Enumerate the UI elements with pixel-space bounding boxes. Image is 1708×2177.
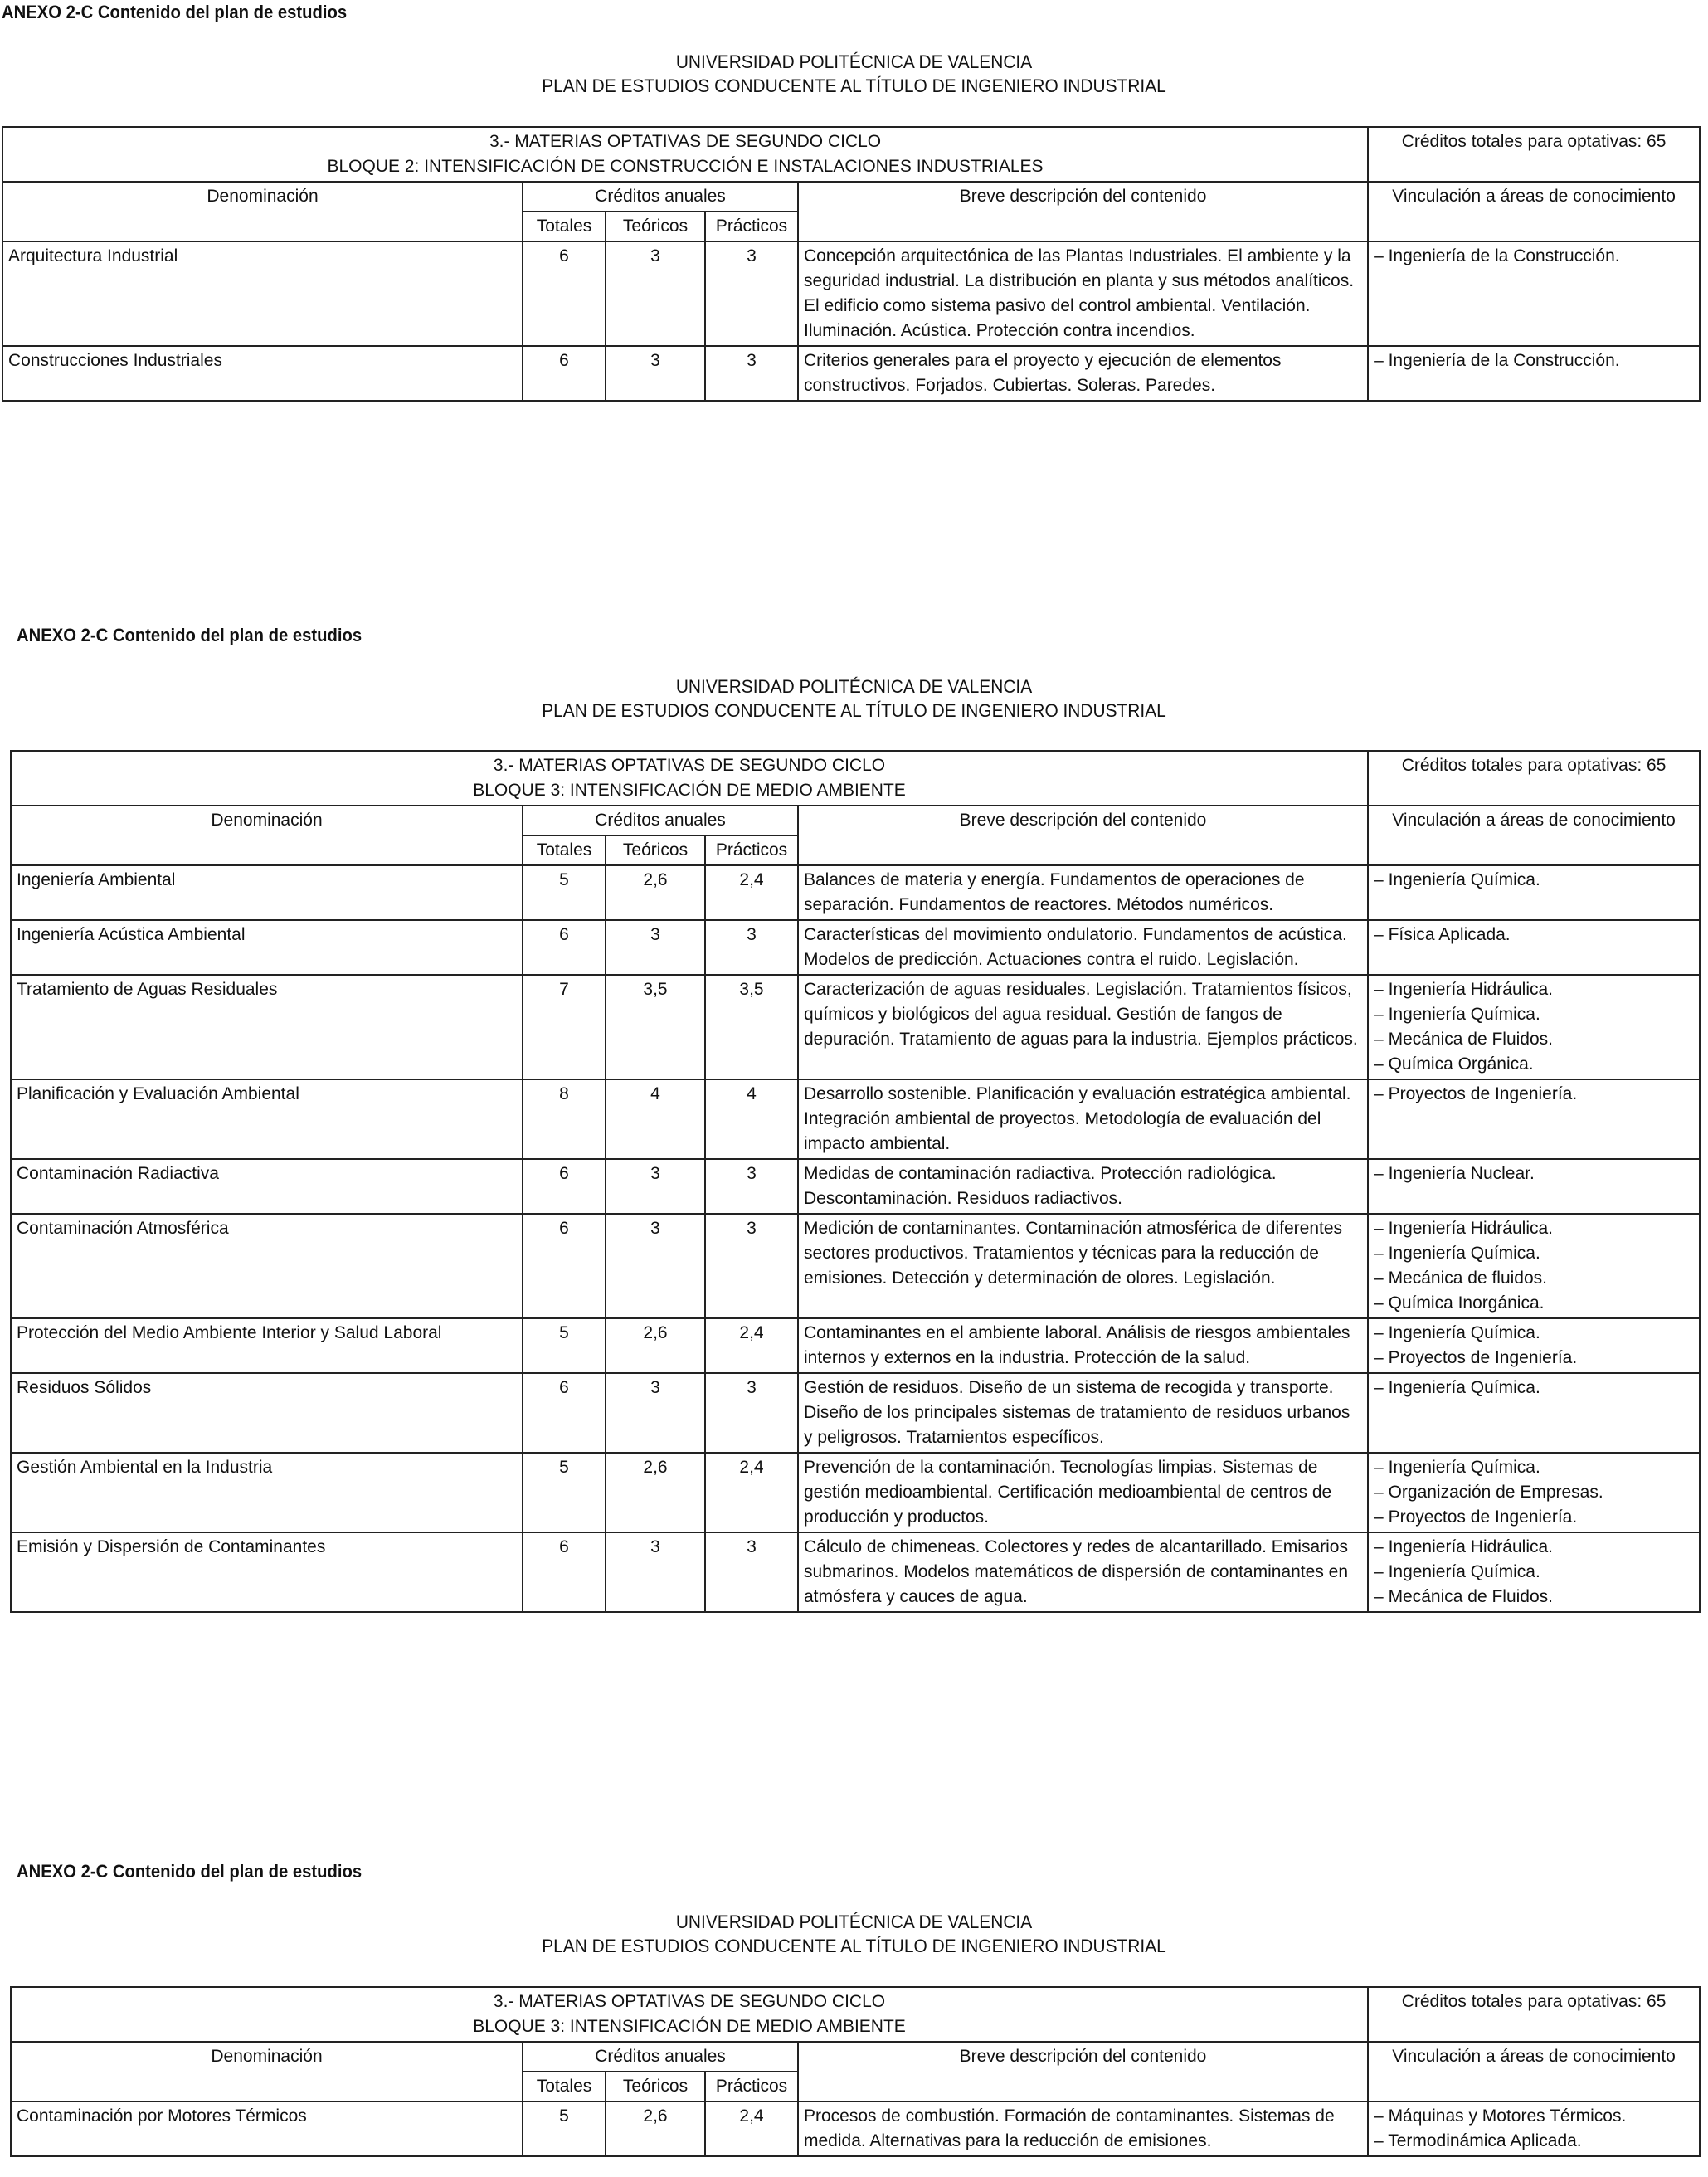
knowledge-areas	[1368, 1453, 1700, 1532]
col-denominacion: Denominación	[11, 806, 523, 865]
table-row	[2, 241, 1700, 346]
annex-heading: ANEXO 2-C Contenido del plan de estudios	[2, 2, 348, 22]
credits-total: 6	[523, 920, 606, 975]
knowledge-areas	[1368, 1318, 1700, 1373]
knowledge-area-item: – Organización de Empresas.	[1374, 1480, 1694, 1505]
knowledge-areas	[1368, 1079, 1700, 1159]
subject-description: Gestión de residuos. Diseño de un sistema de recogida y transporte. Diseño de los principales sistemas de tratamiento de residuos urbanos y peligrosos. Tratamientos específicos.	[798, 1373, 1368, 1453]
credits-practice: 3	[705, 1373, 798, 1453]
col-creditos: Créditos anuales	[523, 806, 798, 835]
credits-theory: 2,6	[606, 1453, 705, 1532]
credits-theory: 3	[606, 346, 705, 401]
credits-practice: 3	[705, 1214, 798, 1318]
credits-practice: 2,4	[705, 1453, 798, 1532]
subject-name: Gestión Ambiental en la Industria	[11, 1453, 523, 1532]
block-heading	[11, 1987, 1368, 2042]
subject-name: Contaminación Radiactiva	[11, 1159, 523, 1214]
subject-name: Ingeniería Acústica Ambiental	[11, 920, 523, 975]
col-totales: Totales	[523, 212, 606, 241]
knowledge-areas	[1368, 241, 1700, 346]
credits-theory: 2,6	[606, 865, 705, 920]
university-heading	[0, 50, 1708, 98]
subject-description: Prevención de la contaminación. Tecnologías limpias. Sistemas de gestión medioambiental. Certificación medioambiental de centros de producción y productos.	[798, 1453, 1368, 1532]
knowledge-area-item: – Ingeniería de la Construcción.	[1374, 244, 1694, 269]
credits-theory: 3	[606, 1532, 705, 1612]
subject-name: Ingeniería Ambiental	[11, 865, 523, 920]
col-denominacion: Denominación	[2, 182, 523, 241]
knowledge-area-item: – Química Orgánica.	[1374, 1052, 1694, 1077]
knowledge-area-item: – Ingeniería Hidráulica.	[1374, 1535, 1694, 1560]
section-title: 3.- MATERIAS OPTATIVAS DE SEGUNDO CICLO	[493, 1992, 886, 2011]
subject-name: Tratamiento de Aguas Residuales	[11, 975, 523, 1079]
subject-description: Procesos de combustión. Formación de contaminantes. Sistemas de medida. Alternativas para la reducción de emisiones.	[798, 2102, 1368, 2156]
knowledge-area-item: – Ingeniería Hidráulica.	[1374, 977, 1694, 1002]
subject-name: Contaminación Atmosférica	[11, 1214, 523, 1318]
credits-practice: 2,4	[705, 1318, 798, 1373]
knowledge-area-item: – Proyectos de Ingeniería.	[1374, 1082, 1694, 1107]
table-row	[11, 1318, 1700, 1373]
credits-practice: 3	[705, 241, 798, 346]
knowledge-area-item: – Proyectos de Ingeniería.	[1374, 1505, 1694, 1530]
subject-description: Cálculo de chimeneas. Colectores y redes de alcantarillado. Emisarios submarinos. Modelos matemáticos de dispersión de contaminantes en atmósfera y cauces de agua.	[798, 1532, 1368, 1612]
knowledge-area-item: – Ingeniería Química.	[1374, 868, 1694, 893]
block-heading	[11, 751, 1368, 806]
knowledge-area-item: – Mecánica de Fluidos.	[1374, 1027, 1694, 1052]
subject-name: Arquitectura Industrial	[2, 241, 523, 346]
plan-name: PLAN DE ESTUDIOS CONDUCENTE AL TÍTULO DE INGENIERO INDUSTRIAL	[542, 1936, 1166, 1956]
knowledge-area-item: – Ingeniería Química.	[1374, 1002, 1694, 1027]
table-row	[11, 920, 1700, 975]
col-vinculacion: Vinculación a áreas de conocimiento	[1368, 182, 1700, 241]
column-header-row	[2, 182, 1700, 212]
subject-description: Criterios generales para el proyecto y ejecución de elementos constructivos. Forjados. Cubiertas. Soleras. Paredes.	[798, 346, 1368, 401]
col-teoricos: Teóricos	[606, 2072, 705, 2102]
knowledge-areas	[1368, 1214, 1700, 1318]
knowledge-areas	[1368, 346, 1700, 401]
col-creditos: Créditos anuales	[523, 182, 798, 212]
table-row	[2, 346, 1700, 401]
knowledge-area-item: – Ingeniería de la Construcción.	[1374, 348, 1694, 373]
table-row	[11, 975, 1700, 1079]
col-descripcion: Breve descripción del contenido	[798, 2042, 1368, 2102]
col-creditos: Créditos anuales	[523, 2042, 798, 2072]
subject-description: Medición de contaminantes. Contaminación atmosférica de diferentes sectores productivos. Tratamientos y técnicas para la reducción de emisiones. Detección y determinación de olores. Legislación.	[798, 1214, 1368, 1318]
subject-description: Medidas de contaminación radiactiva. Protección radiológica. Descontaminación. Residuos radiactivos.	[798, 1159, 1368, 1214]
table-row	[11, 1532, 1700, 1612]
university-name: UNIVERSIDAD POLITÉCNICA DE VALENCIA	[675, 676, 1033, 697]
credits-practice: 3	[705, 920, 798, 975]
block-title: BLOQUE 3: INTENSIFICACIÓN DE MEDIO AMBIENTE	[473, 781, 906, 800]
total-credits: Créditos totales para optativas: 65	[1368, 127, 1700, 182]
credits-practice: 2,4	[705, 865, 798, 920]
credits-total: 6	[523, 1532, 606, 1612]
block-title: BLOQUE 2: INTENSIFICACIÓN DE CONSTRUCCIÓN E INSTALACIONES INDUSTRIALES	[327, 157, 1044, 176]
col-practicos: Prácticos	[705, 2072, 798, 2102]
header-row	[11, 1987, 1700, 2042]
credits-theory: 3	[606, 920, 705, 975]
header-row	[2, 127, 1700, 182]
knowledge-areas	[1368, 975, 1700, 1079]
credits-total: 6	[523, 1214, 606, 1318]
knowledge-area-item: – Mecánica de fluidos.	[1374, 1266, 1694, 1291]
university-name: UNIVERSIDAD POLITÉCNICA DE VALENCIA	[675, 1912, 1033, 1932]
plan-name: PLAN DE ESTUDIOS CONDUCENTE AL TÍTULO DE INGENIERO INDUSTRIAL	[542, 700, 1166, 721]
credits-theory: 4	[606, 1079, 705, 1159]
subject-name: Emisión y Dispersión de Contaminantes	[11, 1532, 523, 1612]
knowledge-area-item: – Mecánica de Fluidos.	[1374, 1585, 1694, 1610]
credits-practice: 3	[705, 346, 798, 401]
credits-total: 5	[523, 865, 606, 920]
subject-description: Características del movimiento ondulatorio. Fundamentos de acústica. Modelos de predicción. Actuaciones contra el ruido. Legislación.	[798, 920, 1368, 975]
subject-name: Contaminación por Motores Térmicos	[11, 2102, 523, 2156]
table-row	[11, 1159, 1700, 1214]
subject-description: Concepción arquitectónica de las Plantas Industriales. El ambiente y la seguridad industrial. La distribución en planta y sus métodos analíticos. El edificio como sistema pasivo del control ambiental. Ventilación. Iluminación. Acústica. Protección contra incendios.	[798, 241, 1368, 346]
knowledge-areas	[1368, 2102, 1700, 2156]
col-vinculacion: Vinculación a áreas de conocimiento	[1368, 806, 1700, 865]
knowledge-areas	[1368, 920, 1700, 975]
col-descripcion: Breve descripción del contenido	[798, 806, 1368, 865]
subject-description: Balances de materia y energía. Fundamentos de operaciones de separación. Fundamentos de reactores. Métodos numéricos.	[798, 865, 1368, 920]
knowledge-area-item: – Ingeniería Hidráulica.	[1374, 1216, 1694, 1241]
credits-theory: 3	[606, 241, 705, 346]
credits-theory: 2,6	[606, 2102, 705, 2156]
subject-name: Protección del Medio Ambiente Interior y Salud Laboral	[11, 1318, 523, 1373]
col-practicos: Prácticos	[705, 212, 798, 241]
subject-description: Contaminantes en el ambiente laboral. Análisis de riesgos ambientales internos y externos en la industria. Protección de la salud.	[798, 1318, 1368, 1373]
credits-practice: 3	[705, 1159, 798, 1214]
section-title: 3.- MATERIAS OPTATIVAS DE SEGUNDO CICLO	[489, 132, 882, 151]
knowledge-areas	[1368, 1373, 1700, 1453]
knowledge-area-item: – Ingeniería Química.	[1374, 1560, 1694, 1585]
col-teoricos: Teóricos	[606, 212, 705, 241]
credits-total: 6	[523, 346, 606, 401]
annex-heading: ANEXO 2-C Contenido del plan de estudios	[17, 625, 363, 645]
total-credits: Créditos totales para optativas: 65	[1368, 1987, 1700, 2042]
plan-name: PLAN DE ESTUDIOS CONDUCENTE AL TÍTULO DE INGENIERO INDUSTRIAL	[542, 75, 1166, 96]
subject-description: Desarrollo sostenible. Planificación y evaluación estratégica ambiental. Integración ambiental de proyectos. Metodología de evaluación del impacto ambiental.	[798, 1079, 1368, 1159]
col-totales: Totales	[523, 835, 606, 865]
knowledge-area-item: – Ingeniería Química.	[1374, 1376, 1694, 1400]
knowledge-area-item: – Ingeniería Química.	[1374, 1455, 1694, 1480]
knowledge-areas	[1368, 1159, 1700, 1214]
annex-heading: ANEXO 2-C Contenido del plan de estudios	[17, 1861, 363, 1882]
subject-name: Planificación y Evaluación Ambiental	[11, 1079, 523, 1159]
table-row	[11, 1079, 1700, 1159]
credits-practice: 3	[705, 1532, 798, 1612]
table-row	[11, 2102, 1700, 2156]
col-vinculacion: Vinculación a áreas de conocimiento	[1368, 2042, 1700, 2102]
university-heading	[0, 675, 1708, 723]
credits-theory: 3	[606, 1159, 705, 1214]
knowledge-area-item: – Máquinas y Motores Térmicos.	[1374, 2104, 1694, 2129]
col-descripcion: Breve descripción del contenido	[798, 182, 1368, 241]
col-teoricos: Teóricos	[606, 835, 705, 865]
knowledge-area-item: – Termodinámica Aplicada.	[1374, 2129, 1694, 2154]
section-title: 3.- MATERIAS OPTATIVAS DE SEGUNDO CICLO	[493, 756, 886, 775]
subjects-table	[2, 126, 1701, 402]
subject-description: Caracterización de aguas residuales. Legislación. Tratamientos físicos, químicos y biológicos del agua residual. Gestión de fangos de depuración. Tratamiento de aguas para la industria. Ejemplos prácticos.	[798, 975, 1368, 1079]
credits-theory: 3	[606, 1214, 705, 1318]
header-row	[11, 751, 1700, 806]
column-header-row	[11, 2042, 1700, 2072]
knowledge-area-item: – Proyectos de Ingeniería.	[1374, 1346, 1694, 1371]
credits-theory: 3	[606, 1373, 705, 1453]
credits-total: 8	[523, 1079, 606, 1159]
table-row	[11, 1214, 1700, 1318]
knowledge-area-item: – Física Aplicada.	[1374, 923, 1694, 947]
knowledge-area-item: – Ingeniería Química.	[1374, 1241, 1694, 1266]
university-name: UNIVERSIDAD POLITÉCNICA DE VALENCIA	[675, 51, 1033, 72]
total-credits: Créditos totales para optativas: 65	[1368, 751, 1700, 806]
credits-total: 7	[523, 975, 606, 1079]
credits-total: 6	[523, 241, 606, 346]
table-row	[11, 865, 1700, 920]
credits-practice: 2,4	[705, 2102, 798, 2156]
col-denominacion: Denominación	[11, 2042, 523, 2102]
credits-total: 6	[523, 1159, 606, 1214]
credits-total: 5	[523, 2102, 606, 2156]
col-practicos: Prácticos	[705, 835, 798, 865]
credits-practice: 3,5	[705, 975, 798, 1079]
credits-total: 5	[523, 1318, 606, 1373]
credits-practice: 4	[705, 1079, 798, 1159]
table-row	[11, 1453, 1700, 1532]
credits-total: 6	[523, 1373, 606, 1453]
credits-theory: 2,6	[606, 1318, 705, 1373]
university-heading	[0, 1910, 1708, 1958]
subject-name: Residuos Sólidos	[11, 1373, 523, 1453]
col-totales: Totales	[523, 2072, 606, 2102]
knowledge-area-item: – Ingeniería Química.	[1374, 1321, 1694, 1346]
credits-total: 5	[523, 1453, 606, 1532]
subjects-table	[10, 1986, 1701, 2157]
knowledge-area-item: – Ingeniería Nuclear.	[1374, 1162, 1694, 1186]
subjects-table	[10, 750, 1701, 1613]
column-header-row	[11, 806, 1700, 835]
knowledge-areas	[1368, 865, 1700, 920]
block-title: BLOQUE 3: INTENSIFICACIÓN DE MEDIO AMBIENTE	[473, 2017, 906, 2036]
knowledge-area-item: – Química Inorgánica.	[1374, 1291, 1694, 1316]
subject-name: Construcciones Industriales	[2, 346, 523, 401]
credits-theory: 3,5	[606, 975, 705, 1079]
block-heading	[2, 127, 1368, 182]
table-row	[11, 1373, 1700, 1453]
knowledge-areas	[1368, 1532, 1700, 1612]
